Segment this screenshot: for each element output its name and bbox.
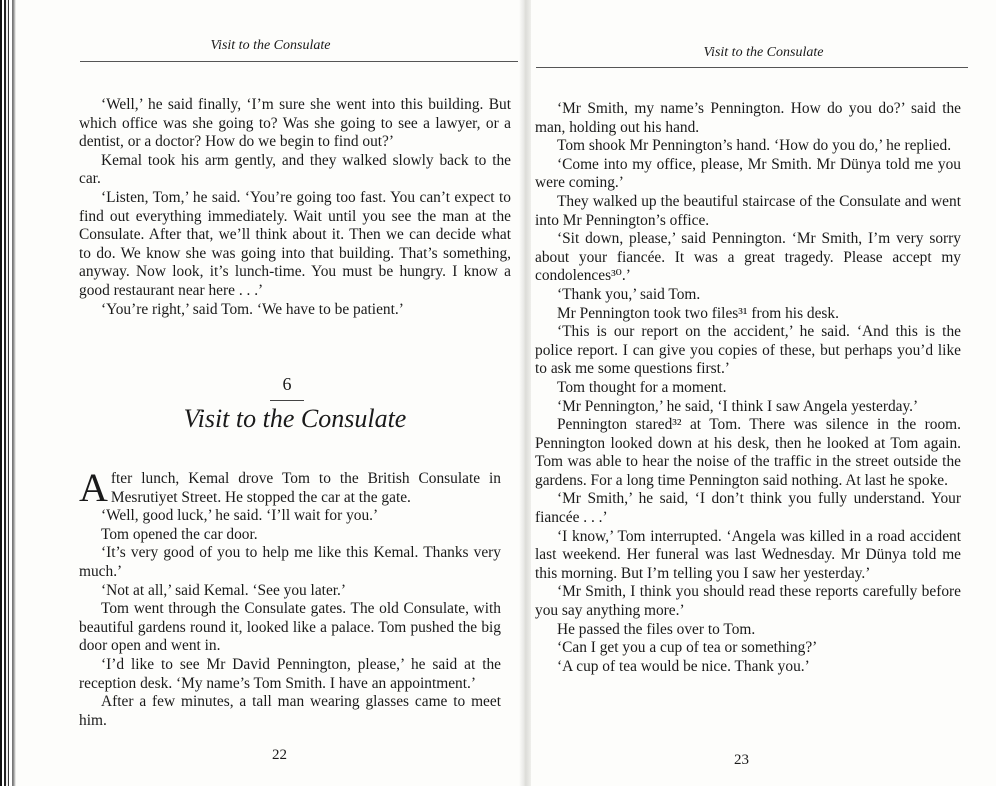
right-page [531, 0, 996, 786]
paragraph: ‘Not at all,’ said Kemal. ‘See you later.’ [101, 581, 347, 599]
paragraph: ‘Mr Smith, my name’s Pennington. How do you do?’ said the man, holding out his hand. [535, 100, 961, 136]
body-text-top [79, 96, 511, 319]
paragraph: They walked up the beautiful staircase of the Consulate and went into Mr Pennington’s office. [535, 192, 961, 229]
drop-cap: A [79, 465, 108, 510]
paragraph: Kemal took his arm gently, and they walked slowly back to the car. [79, 151, 511, 188]
paragraph: After a few minutes, a tall man wearing glasses came to meet him. [79, 693, 501, 729]
header-rule [536, 67, 968, 68]
paragraph: ‘You’re right,’ said Tom. ‘We have to be patient.’ [101, 300, 404, 318]
paragraph: ‘Mr Smith,’ he said, ‘I don’t think you fully understand. Your fiancée . . .’ [535, 490, 961, 527]
paragraph: ‘Mr Pennington,’ he said, ‘I think I saw Angela yesterday.’ [557, 397, 919, 415]
paragraph: Pennington stared³² at Tom. There was silence in the room. Pennington looked down at his desk, then he looked at Tom again. Tom was able to hear the noise of the traffic in the street outside the gardens. For a long time Pennington said nothing. At last he spoke. [535, 416, 961, 489]
body-text-bottom [79, 465, 501, 730]
book-spine-edge [0, 0, 22, 786]
body-text [535, 100, 961, 676]
paragraph: ‘Sit down, please,’ said Pennington. ‘Mr Smith, I’m very sorry about your fiancée. It was a great tragedy. Please accept my condolences³⁰.’ [535, 230, 961, 285]
opening-paragraph [79, 465, 501, 510]
paragraph: ‘Listen, Tom,’ he said. ‘You’re going too fast. You can’t expect to find out everything immediately. Wait until you see the man at the Consulate. After that, we’ll think about it. Then we can decide what to do. We know she was going into that building. That’s something, anyway. Now look, it’s lunch-time. You must be hungry. I know a good restaurant near here . . .’ [79, 188, 511, 299]
left-page [22, 0, 519, 786]
paragraph: ‘I’d like to see Mr David Pennington, please,’ he said at the reception desk. ‘My name’s Tom Smith. I have an appointment.’ [79, 655, 501, 692]
paragraph: Mr Pennington took two files³¹ from his desk. [557, 304, 839, 322]
page-gutter [519, 0, 531, 786]
running-head: Visit to the Consulate [703, 45, 824, 60]
opening-text: fter lunch, Kemal drove Tom to the British Consulate in Mesrutiyet Street. He stopped the car at the gate. [110, 470, 501, 506]
page-number: 22 [272, 747, 287, 763]
paragraph: Tom shook Mr Pennington’s hand. ‘How do you do,’ he replied. [557, 137, 952, 155]
page-number: 23 [734, 752, 749, 768]
paragraph: Tom opened the car door. [101, 525, 258, 543]
paragraph: ‘Can I get you a cup of tea or something?’ [557, 639, 818, 657]
paragraph: He passed the files over to Tom. [557, 620, 756, 638]
paragraph: ‘Well, good luck,’ he said. ‘I’ll wait for you.’ [101, 507, 379, 525]
paragraph: ‘Come into my office, please, Mr Smith. Mr Dünya told me you were coming.’ [535, 155, 961, 192]
paragraph: ‘Thank you,’ said Tom. [557, 285, 701, 303]
paragraph: ‘This is our report on the accident,’ he said. ‘And this is the police report. I can give you copies of these, but perhaps you’d like to ask me some questions first.’ [535, 323, 961, 378]
paragraph: Tom went through the Consulate gates. The old Consulate, with beautiful gardens round it, looked like a palace. Tom pushed the big door open and went in. [79, 600, 501, 655]
paragraph: ‘I know,’ Tom interrupted. ‘Angela was killed in a road accident last weekend. Her funeral was last Wednesday. Mr Dünya told me this morning. But I’m telling you I saw her yesterday.’ [535, 527, 961, 582]
chapter-title: Visit to the Consulate [183, 404, 407, 433]
paragraph: ‘It’s very good of you to help me like this Kemal. Thanks very much.’ [79, 544, 501, 580]
running-head: Visit to the Consulate [210, 38, 331, 53]
chapter-number-rule [270, 400, 304, 401]
paragraph: ‘A cup of tea would be nice. Thank you.’ [557, 657, 810, 675]
chapter-number: 6 [282, 374, 292, 394]
paragraph: ‘Mr Smith, I think you should read these reports carefully before you say anything more.’ [535, 583, 961, 620]
header-rule [80, 61, 518, 62]
paragraph: Tom thought for a moment. [557, 378, 727, 396]
paragraph: ‘Well,’ he said finally, ‘I’m sure she went into this building. But which office was she going to? Was she going to see a lawyer, or a dentist, or a doctor? How do we begin to find out?’ [79, 96, 511, 151]
